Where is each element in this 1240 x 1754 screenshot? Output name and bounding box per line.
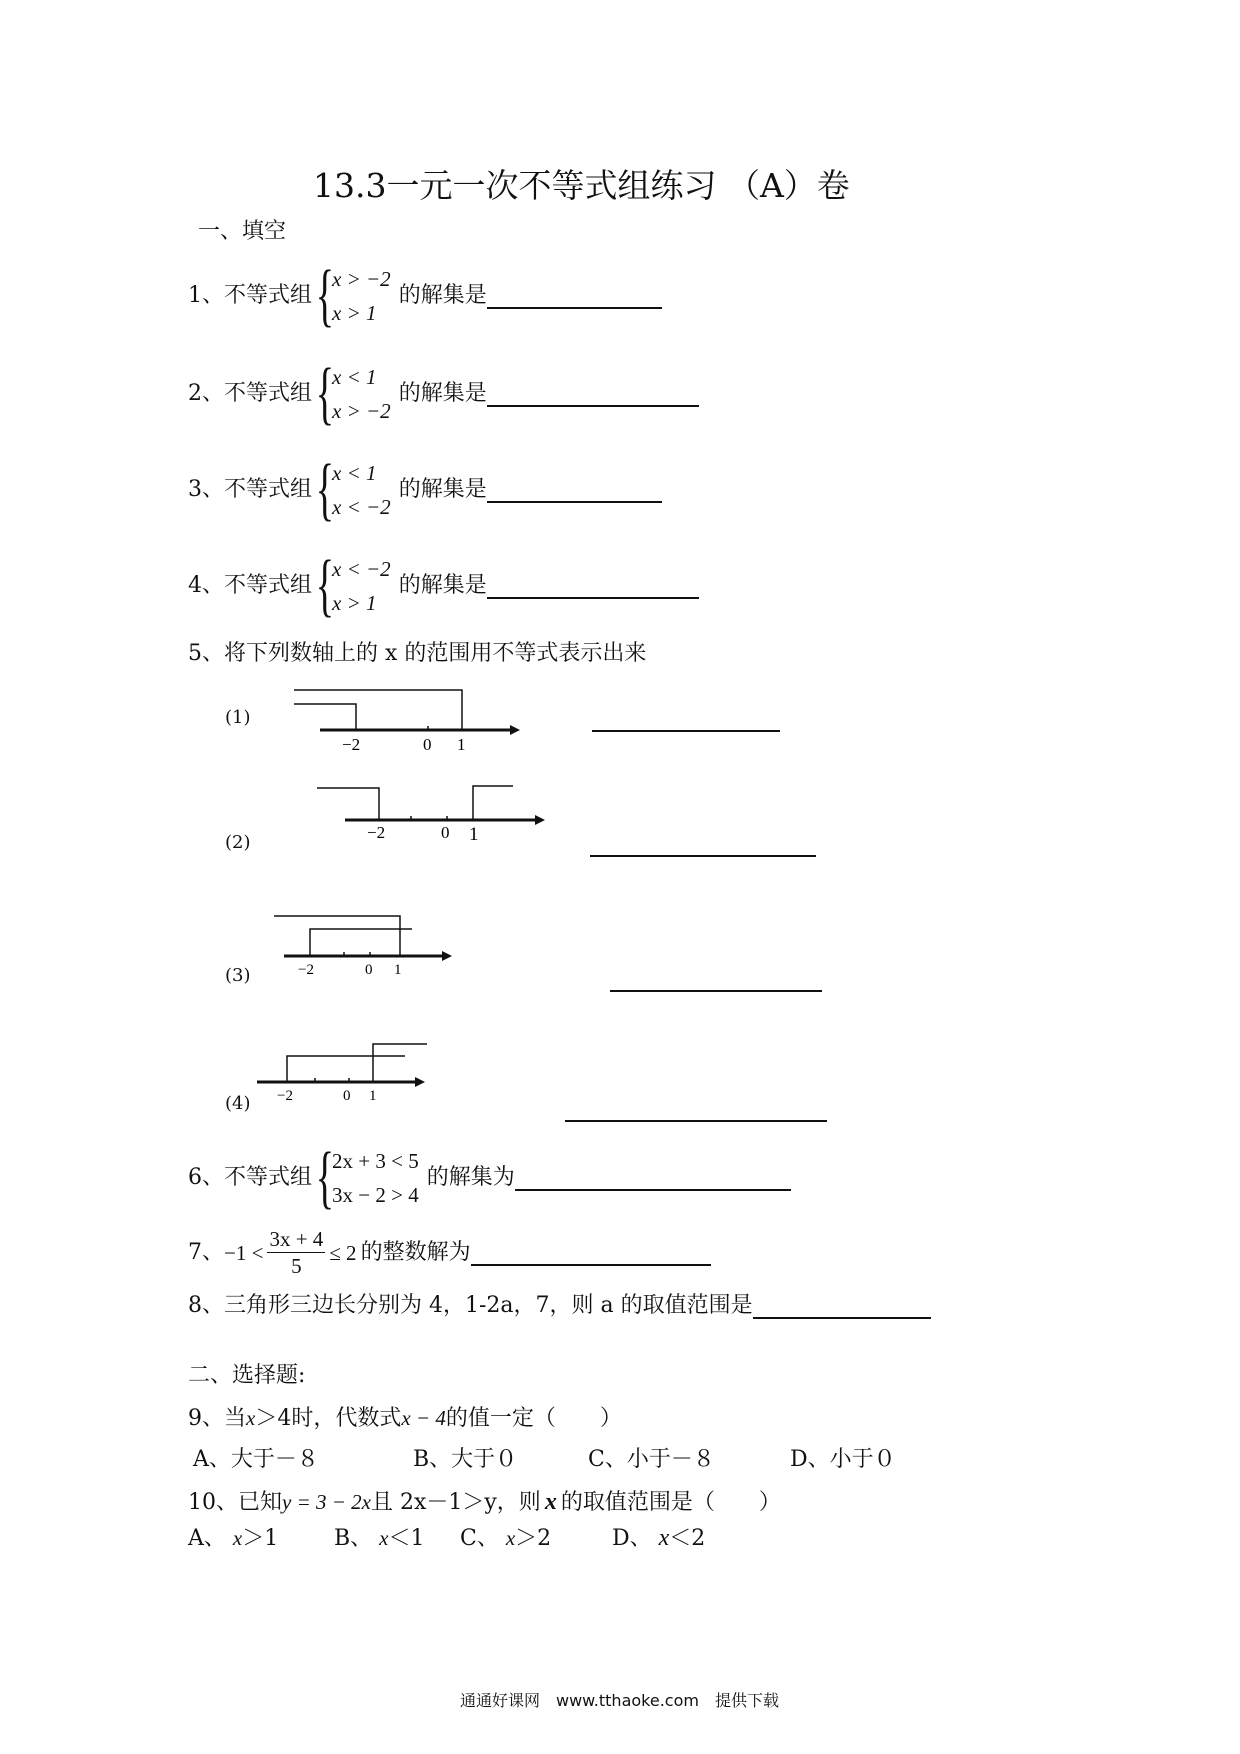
question-7: 7、 −1 < $\frac{3x + 4}{5}$ ≤ 2 的整数解为 [188, 1226, 711, 1279]
question-10: 10、已知y = 3 − 2x且 2x－1＞y，则 x 的取值范围是（ ） [188, 1489, 781, 1515]
q10-option-b[interactable]: B、 x＜1 [334, 1526, 425, 1551]
tick-label: 0 [365, 962, 373, 976]
number-line-4 [255, 1040, 445, 1108]
ray-left [287, 1056, 405, 1082]
brace-icon: { [315, 1139, 335, 1216]
question-3: 3、 不等式组 { x < 1 x < −2 的解集是 [188, 456, 662, 524]
brace-icon: { [315, 257, 335, 334]
page-title: 13.3一元一次不等式组练习 （A）卷 [313, 166, 850, 205]
answer-blank[interactable] [487, 477, 662, 503]
tick-label: −2 [367, 823, 386, 842]
answer-blank[interactable] [487, 573, 699, 599]
section-multiple-choice: 二、选择题: [188, 1363, 306, 1388]
inequality-system: x < 1 x > −2 [332, 365, 391, 423]
number-line-label: (3) [225, 965, 251, 986]
q10-option-a[interactable]: A、 x＞1 [188, 1526, 279, 1551]
ray-left [294, 704, 356, 730]
arrow-icon [535, 815, 545, 825]
answer-blank[interactable] [753, 1293, 931, 1319]
tick-label: 0 [423, 735, 432, 752]
q9-option-b[interactable]: B、大于０ [413, 1447, 518, 1472]
arrow-icon [510, 725, 520, 735]
q9-option-c[interactable]: C、小于－８ [588, 1447, 715, 1472]
q9-option-a[interactable]: A、大于－８ [193, 1447, 319, 1472]
arrow-icon [442, 951, 452, 961]
tick-label: 0 [441, 823, 450, 842]
tick-label: 1 [394, 962, 402, 976]
brace-icon: { [315, 547, 335, 624]
brace-icon: { [315, 451, 335, 528]
tick-label: 1 [457, 735, 466, 752]
answer-blank[interactable] [565, 1096, 827, 1122]
answer-blank[interactable] [610, 966, 822, 992]
answer-blank[interactable] [590, 831, 816, 857]
question-1: 1、 不等式组 { x > −2 x > 1 的解集是 [188, 262, 662, 330]
arrow-icon [415, 1077, 425, 1087]
inequality-system: 2x + 3 < 5 3x − 2 > 4 [332, 1149, 419, 1207]
ray-right [373, 1044, 427, 1082]
q10-option-c[interactable]: C、 x＞2 [460, 1526, 552, 1551]
tick-label: 1 [369, 1088, 377, 1104]
question-8: 8、三角形三边长分别为 4，1-2a，7，则 a 的取值范围是 [188, 1292, 931, 1320]
tick-label: −2 [277, 1088, 293, 1104]
number-line-3 [270, 906, 460, 976]
answer-blank[interactable] [487, 283, 662, 309]
q10-option-d[interactable]: D、 x＜2 [612, 1525, 706, 1551]
answer-blank[interactable] [487, 381, 699, 407]
number-line-label: (1) [225, 707, 251, 728]
ray-right [294, 690, 462, 730]
ray-left [274, 916, 400, 956]
inequality-system: x < −2 x > 1 [332, 557, 391, 615]
ray-right [310, 929, 412, 956]
question-2: 2、 不等式组 { x < 1 x > −2 的解集是 [188, 360, 699, 428]
inequality-system: x > −2 x > 1 [332, 267, 391, 325]
tick-label: −2 [298, 962, 314, 976]
q9-option-d[interactable]: D、小于０ [790, 1447, 896, 1472]
ray-left [317, 788, 379, 820]
section-fill-in: 一、填空 [198, 219, 287, 244]
tick-label: 0 [343, 1088, 351, 1104]
answer-blank[interactable] [592, 706, 780, 732]
ray-right [473, 786, 513, 820]
brace-icon: { [315, 355, 335, 432]
question-9: 9、当x＞4时，代数式x − 4的值一定（ ） [188, 1406, 622, 1431]
question-6: 6、 不等式组 { 2x + 3 < 5 3x − 2 > 4 的解集为 [188, 1144, 791, 1212]
number-line-1 [290, 682, 530, 752]
fraction: $\frac{3x + 4}{5}$ [269, 1227, 324, 1278]
number-line-2 [315, 780, 555, 850]
answer-blank[interactable] [471, 1240, 711, 1266]
number-line-label: (4) [225, 1093, 251, 1114]
answer-blank[interactable] [515, 1165, 791, 1191]
question-4: 4、 不等式组 { x < −2 x > 1 的解集是 [188, 552, 699, 620]
question-5: 5、将下列数轴上的 x 的范围用不等式表示出来 [188, 641, 647, 666]
number-line-label: (2) [225, 832, 251, 853]
tick-label: −2 [342, 735, 361, 752]
inequality-system: x < 1 x < −2 [332, 461, 391, 519]
tick-label: 1 [469, 824, 479, 845]
footer: 通通好课网 www.tthaoke.com 提供下载 [460, 1691, 779, 1710]
